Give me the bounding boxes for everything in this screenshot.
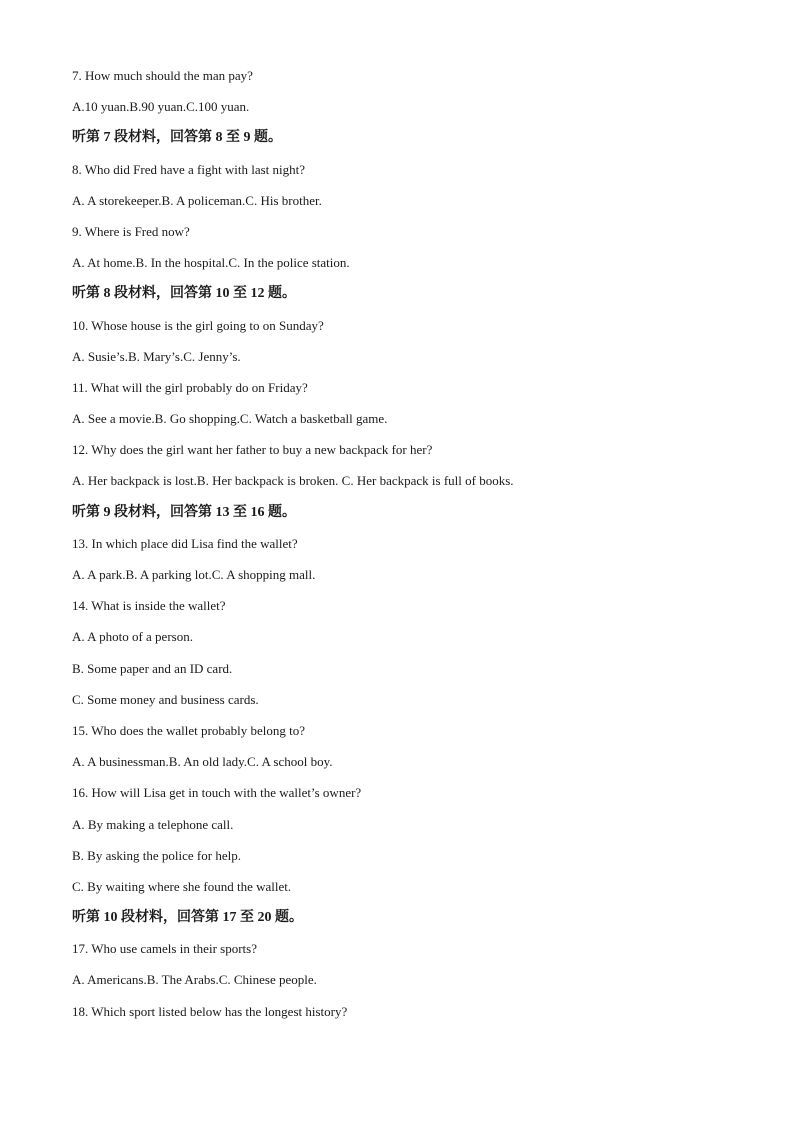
option-16-b: B. By asking the police for help. bbox=[72, 847, 241, 863]
section-heading-7: 听第 7 段材料，回答第 8 至 9 题。 bbox=[72, 130, 282, 146]
options-10: A. Susie’s.B. Mary’s.C. Jenny’s. bbox=[72, 348, 241, 364]
option-14-b: B. Some paper and an ID card. bbox=[72, 660, 233, 676]
options-8: A. A storekeeper.B. A policeman.C. His brother. bbox=[72, 192, 322, 208]
question-11: 11. What will the girl probably do on Friday? bbox=[72, 379, 308, 395]
option-14-a: A. A photo of a person. bbox=[72, 629, 193, 645]
question-15: 15. Who does the wallet probably belong to? bbox=[72, 722, 305, 738]
option-16-c: C. By waiting where she found the wallet. bbox=[72, 878, 292, 894]
question-9: 9. Where is Fred now? bbox=[72, 223, 190, 239]
question-8: 8. Who did Fred have a fight with last night? bbox=[72, 161, 305, 177]
question-10: 10. Whose house is the girl going to on Sunday? bbox=[72, 317, 324, 333]
options-7: A.10 yuan.B.90 yuan.C.100 yuan. bbox=[72, 99, 250, 115]
options-17: A. Americans.B. The Arabs.C. Chinese people. bbox=[72, 972, 317, 988]
options-15: A. A businessman.B. An old lady.C. A school boy. bbox=[72, 754, 333, 770]
section-heading-8: 听第 8 段材料，回答第 10 至 12 题。 bbox=[72, 286, 296, 302]
question-18: 18. Which sport listed below has the longest history? bbox=[72, 1003, 348, 1019]
question-16: 16. How will Lisa get in touch with the wallet’s owner? bbox=[72, 785, 362, 801]
options-13: A. A park.B. A parking lot.C. A shopping mall. bbox=[72, 567, 316, 582]
options-12: A. Her backpack is lost.B. Her backpack is broken. C. Her backpack is full of books. bbox=[72, 473, 514, 489]
options-11: A. See a movie.B. Go shopping.C. Watch a basketball game. bbox=[72, 411, 388, 427]
question-12: 12. Why does the girl want her father to buy a new backpack for her? bbox=[72, 442, 433, 458]
document-content bbox=[72, 66, 752, 1033]
question-13: 13. In which place did Lisa find the wallet? bbox=[72, 535, 298, 551]
question-7: 7. How much should the man pay? bbox=[72, 68, 253, 83]
option-14-c: C. Some money and business cards. bbox=[72, 691, 259, 707]
question-17: 17. Who use camels in their sports? bbox=[72, 941, 257, 957]
option-16-a: A. By making a telephone call. bbox=[72, 816, 234, 832]
section-heading-10: 听第 10 段材料，回答第 17 至 20 题。 bbox=[72, 910, 303, 926]
options-9: A. At home.B. In the hospital.C. In the police station. bbox=[72, 255, 350, 271]
question-14: 14. What is inside the wallet? bbox=[72, 598, 226, 614]
section-heading-9: 听第 9 段材料，回答第 13 至 16 题。 bbox=[72, 504, 296, 520]
